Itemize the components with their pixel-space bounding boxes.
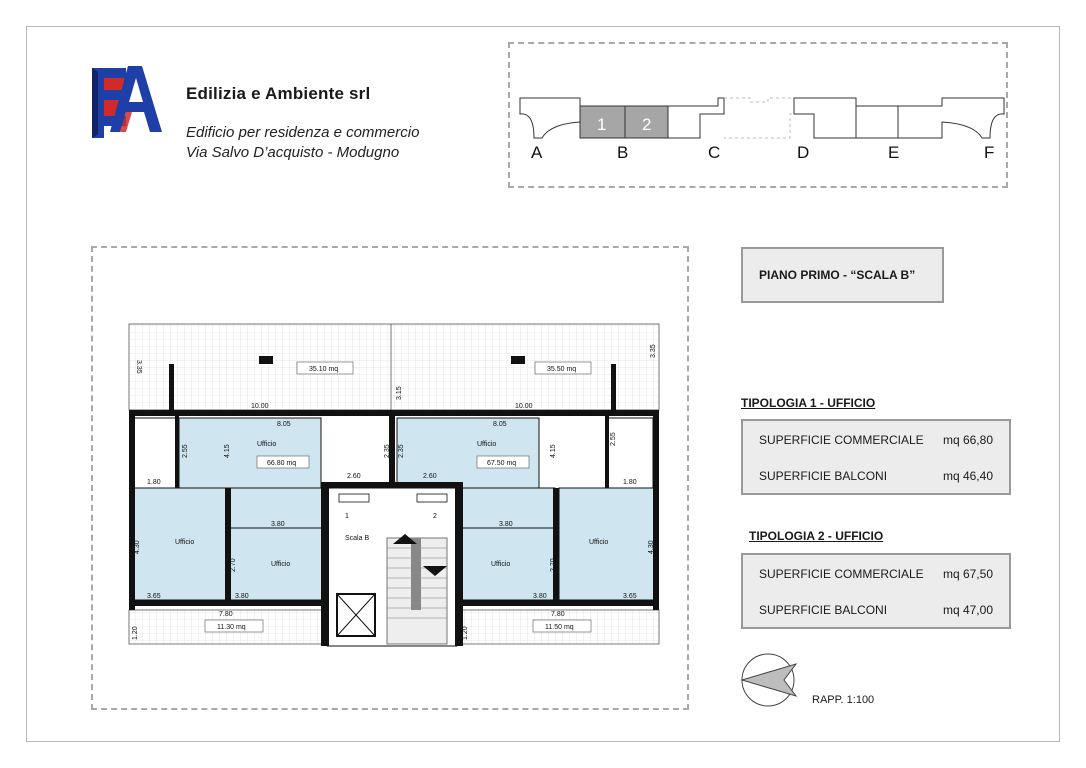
north-arrow-icon	[738, 652, 800, 708]
room-label-left-inner: Ufficio	[271, 561, 291, 568]
surface-row	[759, 433, 993, 447]
surface-value: mq 66,80	[942, 433, 993, 447]
bath-right	[607, 418, 653, 488]
key-map-drawing	[510, 44, 1010, 190]
balcony-area-left: 11.30 mq	[217, 624, 246, 631]
surface-label: SUPERFICIE BALCONI	[759, 469, 888, 483]
key-unit-2-label: 2	[642, 115, 652, 134]
bath-left	[131, 418, 177, 488]
key-unit-1-label: 1	[597, 115, 607, 134]
dim-side-right: 4.30	[648, 540, 655, 554]
dim-inner-bottom-left: 3.80	[235, 593, 249, 600]
stair-label-e: E	[888, 143, 900, 162]
dim-side-left: 4.30	[134, 540, 141, 554]
room-label-left-top: Ufficio	[257, 441, 277, 448]
room-label-right-top: Ufficio	[477, 441, 497, 448]
project-address: Via Salvo D’acquisto - Modugno	[186, 144, 400, 161]
dim-inner-right: 3.80	[499, 521, 513, 528]
room-label-right-inner: Ufficio	[491, 561, 511, 568]
dim-wall-right: 10.00	[515, 403, 533, 410]
typology-1-title: TIPOLOGIA 1 - UFFICIO	[741, 396, 876, 410]
dim-balcony-h-right: 1.20	[462, 626, 469, 640]
dim-inner-h-right: 2.70	[550, 558, 557, 572]
dim-bath-right: 1.80	[623, 479, 637, 486]
floor-title: PIANO PRIMO - “SCALA B”	[741, 247, 944, 303]
dim-bath-left: 1.80	[147, 479, 161, 486]
stair-label-f: F	[984, 143, 995, 162]
dim-room-left: 8.05	[277, 421, 291, 428]
dim-stair-gap: 3.15	[396, 386, 403, 400]
dim-inner-h-left: 2.70	[230, 558, 237, 572]
stair-label-a: A	[531, 143, 543, 162]
dim-corner-left: 3.65	[147, 593, 161, 600]
stair-label-b: B	[617, 143, 629, 162]
surface-row	[759, 603, 993, 617]
room-label-right-east: Ufficio	[589, 539, 609, 546]
dim-inner-bottom-right: 3.80	[533, 593, 547, 600]
dim-corner-right: 3.65	[623, 593, 637, 600]
surface-value: mq 47,00	[942, 603, 993, 617]
project-description: Edificio per residenza e commercio	[186, 124, 420, 141]
terrace-area-right: 35.50 mq	[547, 366, 577, 373]
surface-label: SUPERFICIE COMMERCIALE	[759, 567, 924, 581]
terrace-area-left: 35.10 mq	[309, 366, 339, 373]
typology-1-surfaces	[741, 419, 1011, 495]
surface-label: SUPERFICIE BALCONI	[759, 603, 888, 617]
key-map	[508, 42, 1008, 188]
floor-plan-drawing	[93, 248, 691, 712]
dim-hall-left: 2.60	[347, 473, 361, 480]
surface-row	[759, 567, 993, 581]
dim-room-right: 8.05	[493, 421, 507, 428]
dim-inner-left: 3.80	[271, 521, 285, 528]
dim-balcony-h-left: 1.20	[132, 626, 139, 640]
dim-wall-left: 10.00	[251, 403, 269, 410]
dim-small-left: 2.55	[182, 444, 189, 458]
typology-2-title: TIPOLOGIA 2 - UFFICIO	[749, 529, 884, 543]
stair-label-d: D	[797, 143, 810, 162]
stair-label: Scala B	[345, 535, 370, 542]
company-name: Edilizia e Ambiente srl	[186, 84, 371, 103]
dim-entry-left: 2.35	[384, 444, 391, 458]
unit-number-2: 2	[433, 513, 437, 520]
company-logo	[86, 60, 164, 140]
dim-small-right: 2.55	[610, 432, 617, 446]
unit-area-right: 67.50 mq	[487, 460, 517, 467]
floor-plan	[91, 246, 689, 710]
dim-balcony-right: 7.80	[551, 611, 565, 618]
surface-value: mq 67,50	[942, 567, 993, 581]
dim-entry-right: 2.35	[398, 444, 405, 458]
room-left-office-top	[179, 418, 321, 488]
scale-label: RAPP. 1:100	[812, 694, 875, 706]
dim-top-height-left: 3.35	[135, 360, 142, 374]
room-right-office-top	[397, 418, 539, 488]
balcony-area-right: 11.50 mq	[545, 624, 574, 631]
dim-mid-left: 4.15	[224, 444, 231, 458]
dim-mid-right: 4.15	[550, 444, 557, 458]
dim-top-height-right: 3.35	[650, 344, 657, 358]
unit-number-1: 1	[345, 513, 349, 520]
surface-label: SUPERFICIE COMMERCIALE	[759, 433, 924, 447]
typology-2-surfaces	[741, 553, 1011, 629]
dim-balcony-left: 7.80	[219, 611, 233, 618]
surface-row	[759, 469, 993, 483]
room-label-left-west: Ufficio	[175, 539, 195, 546]
dim-hall-right: 2.60	[423, 473, 437, 480]
stair-label-c: C	[708, 143, 721, 162]
surface-value: mq 46,40	[942, 469, 993, 483]
unit-area-left: 66.80 mq	[267, 460, 297, 467]
